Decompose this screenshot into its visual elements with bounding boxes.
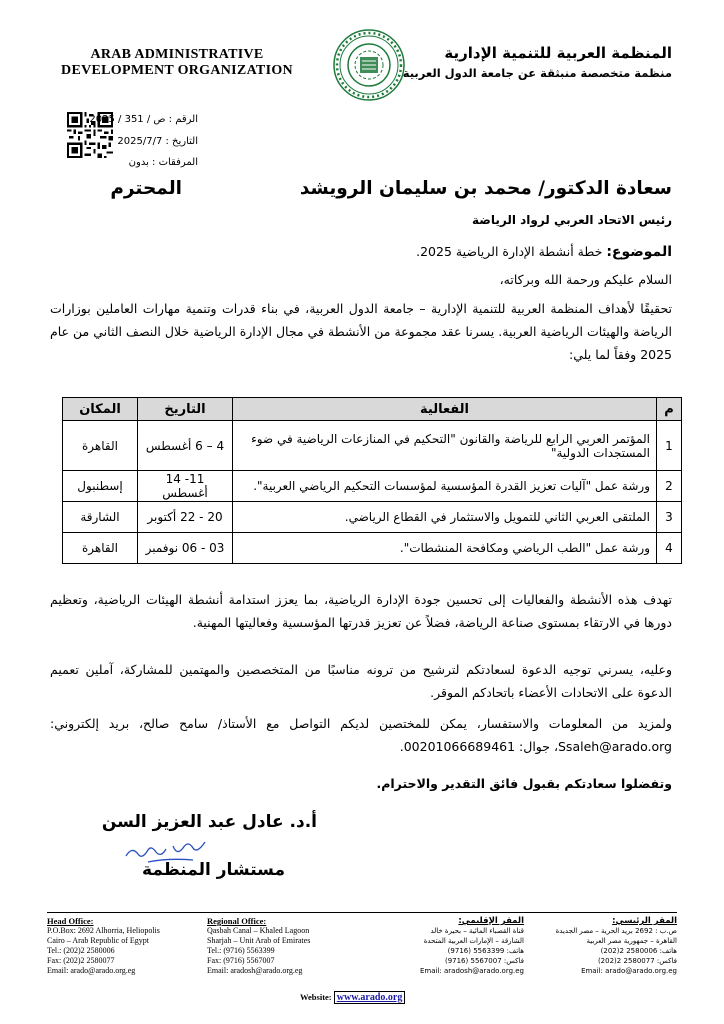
row-place: إسطنبول bbox=[63, 471, 138, 502]
footer-head-office bbox=[47, 916, 197, 976]
subject-line bbox=[416, 244, 672, 260]
subject-text: خطة أنشطة الإدارة الرياضية 2025. bbox=[416, 244, 603, 259]
intro-paragraph: تحقيقًا لأهداف المنظمة العربية للتنمية الإدارية – جامعة الدول العربية، في بناء قدرات وتنمية مهارات العاملين بوزارات الرياضة والهيئات الرياضية العربية. يسرنا عقد مجموعة من الأنشطة في مجال الإدارة الرياضية خلال النصف الثاني من عام 2025 وفقاً لما يلي: bbox=[50, 301, 672, 362]
footer-line: Tel.: (202)2 2580006 bbox=[47, 946, 115, 955]
footer-regional-office-ar bbox=[402, 916, 524, 976]
header-event: الفعالية bbox=[233, 398, 657, 421]
footer-line: هاتف: 2580006 2(202) bbox=[600, 947, 677, 955]
footer-line: فاكس: 2580077 2(202) bbox=[597, 957, 677, 965]
reference-date: التاريخ : 2025/7/7 bbox=[117, 136, 198, 147]
signatory-name: أ.د. عادل عبد العزيز السن bbox=[101, 812, 317, 832]
row-place: القاهرة bbox=[63, 533, 138, 564]
recipient-position: رئيس الاتحاد العربي لرواد الرياضة bbox=[471, 213, 672, 227]
recipient-name: سعادة الدكتور/ محمد بن سليمان الرويشد bbox=[299, 178, 672, 199]
footer-line: Fax: (9716) 5567007 bbox=[207, 956, 275, 965]
reference-number: الرقم : ص / 351 / 2025 bbox=[89, 114, 198, 125]
footer-line: Email: aradosh@arado.org.eg bbox=[207, 966, 303, 975]
row-place: القاهرة bbox=[63, 421, 138, 471]
subject-label: الموضوع: bbox=[606, 244, 672, 260]
footer-website bbox=[300, 992, 405, 1003]
regional-office-ar-title: المقر الإقليمي: bbox=[458, 916, 524, 926]
footer-line: قناة القصباء المائية – بحيرة خالد bbox=[430, 927, 524, 935]
footer-line: Email: arado@arado.org.eg bbox=[47, 966, 136, 975]
footer-line: Sharjah – Unit Arab of Emirates bbox=[207, 936, 311, 945]
header-date: التاريخ bbox=[138, 398, 233, 421]
signatory-title: مستشار المنظمة bbox=[142, 860, 285, 880]
row-event: المؤتمر العربي الرابع للرياضة والقانون "التحكيم في المنازعات الرياضية في ضوء المستجدات الدولية" bbox=[233, 421, 657, 471]
footer-line: Email: aradosh@arado.org.eg bbox=[419, 967, 524, 975]
reference-attachments: المرفقات : بدون bbox=[128, 157, 198, 168]
header-num: م bbox=[657, 398, 682, 421]
website-link[interactable]: www.arado.org bbox=[334, 991, 406, 1004]
footer-divider bbox=[47, 912, 677, 913]
row-place: الشارقة bbox=[63, 502, 138, 533]
arado-emblem-icon bbox=[332, 28, 406, 102]
footer-head-office-ar bbox=[540, 916, 677, 976]
row-date: 4 – 6 أغسطس bbox=[138, 421, 233, 471]
footer-line: Qasbah Canal – Khaled Lagoon bbox=[207, 926, 310, 935]
head-office-title: Head Office: bbox=[47, 916, 94, 926]
events-table bbox=[62, 397, 682, 564]
footer-line: فاكس: 5567007 (9716) bbox=[444, 957, 524, 965]
greeting: السلام عليكم ورحمة الله وبركاته، bbox=[499, 272, 672, 287]
footer-line: Email: arado@arado.org.eg bbox=[581, 967, 677, 975]
footer-line: Cairo – Arab Republic of Egypt bbox=[47, 936, 149, 945]
row-num: 4 bbox=[657, 533, 682, 564]
aim-paragraph: تهدف هذه الأنشطة والفعاليات إلى تحسين جودة الإدارة الرياضية، بما يعزز استدامة أنشطة الهيئات الرياضية، وتعظيم دورها في الارتقاء بمستوى صناعة الرياضة، فضلاً عن تعزيز قدرتها المؤسسية وفعاليتها المهنية. bbox=[50, 592, 672, 630]
org-subtitle-arabic: منظمة متخصصة منبثقة عن جامعة الدول العربية bbox=[402, 66, 672, 80]
org-name-english: ARAB ADMINISTRATIVE DEVELOPMENT ORGANIZATION bbox=[61, 47, 293, 78]
footer-line: Tel.: (9716) 5563399 bbox=[207, 946, 275, 955]
head-office-ar-title: المقر الرئيسي: bbox=[612, 916, 677, 926]
row-event: ورشة عمل "الطب الرياضي ومكافحة المنشطات". bbox=[233, 533, 657, 564]
invite-paragraph: وعليه، يسرني توجيه الدعوة لسعادتكم لترشيح من ترونه مناسبًا من المتخصصين والمهتمين للمشاركة، آملين تعميم الدعوة على الاتحادات الأعضاء باتحادكم الموقر. bbox=[50, 662, 672, 700]
row-event: ورشة عمل "آليات تعزيز القدرة المؤسسية لمؤسسات التحكيم الرياضي العربية". bbox=[233, 471, 657, 502]
website-label: Website: bbox=[300, 992, 332, 1002]
row-num: 3 bbox=[657, 502, 682, 533]
row-date: 11- 14 أغسطس bbox=[138, 471, 233, 502]
row-num: 1 bbox=[657, 421, 682, 471]
footer-line: هاتف: 5563399 (9716) bbox=[447, 947, 524, 955]
footer-line: القاهرة – جمهورية مصر العربية bbox=[586, 937, 677, 945]
row-num: 2 bbox=[657, 471, 682, 502]
row-event: الملتقى العربي الثاني للتمويل والاستثمار في القطاع الرياضي. bbox=[233, 502, 657, 533]
recipient-honorific: المحترم bbox=[110, 178, 182, 199]
table-row bbox=[63, 421, 682, 471]
row-date: 20 - 22 أكتوبر bbox=[138, 502, 233, 533]
row-date: 03 - 06 نوفمبر bbox=[138, 533, 233, 564]
footer-line: الشارقة – الإمارات العربية المتحدة bbox=[423, 937, 524, 945]
table-row bbox=[63, 533, 682, 564]
closing-line: وتفضلوا سعادتكم بقبول فائق التقدير والاحترام. bbox=[376, 776, 672, 791]
contact-paragraph: ولمزيد من المعلومات والاستفسار، يمكن للمختصين لديكم التواصل مع الأستاذ/ سامح صالح، بريد إلكتروني: Ssaleh@arado.org، جوال: 00201066689461. bbox=[50, 716, 672, 754]
footer-line: P.O.Box: 2692 Alhorria, Heliopolis bbox=[47, 926, 160, 935]
regional-office-title: Regional Office: bbox=[207, 916, 267, 926]
table-row bbox=[63, 502, 682, 533]
footer-regional-office bbox=[207, 916, 347, 976]
org-name-arabic: المنظمة العربية للتنمية الإدارية bbox=[444, 44, 672, 62]
footer-line: Fax: (202)2 2580077 bbox=[47, 956, 115, 965]
table-header-row bbox=[63, 398, 682, 421]
table-row bbox=[63, 471, 682, 502]
header-place: المكان bbox=[63, 398, 138, 421]
footer-line: ص.ب : 2692 بريد الحرية – مصر الجديدة bbox=[555, 927, 677, 935]
